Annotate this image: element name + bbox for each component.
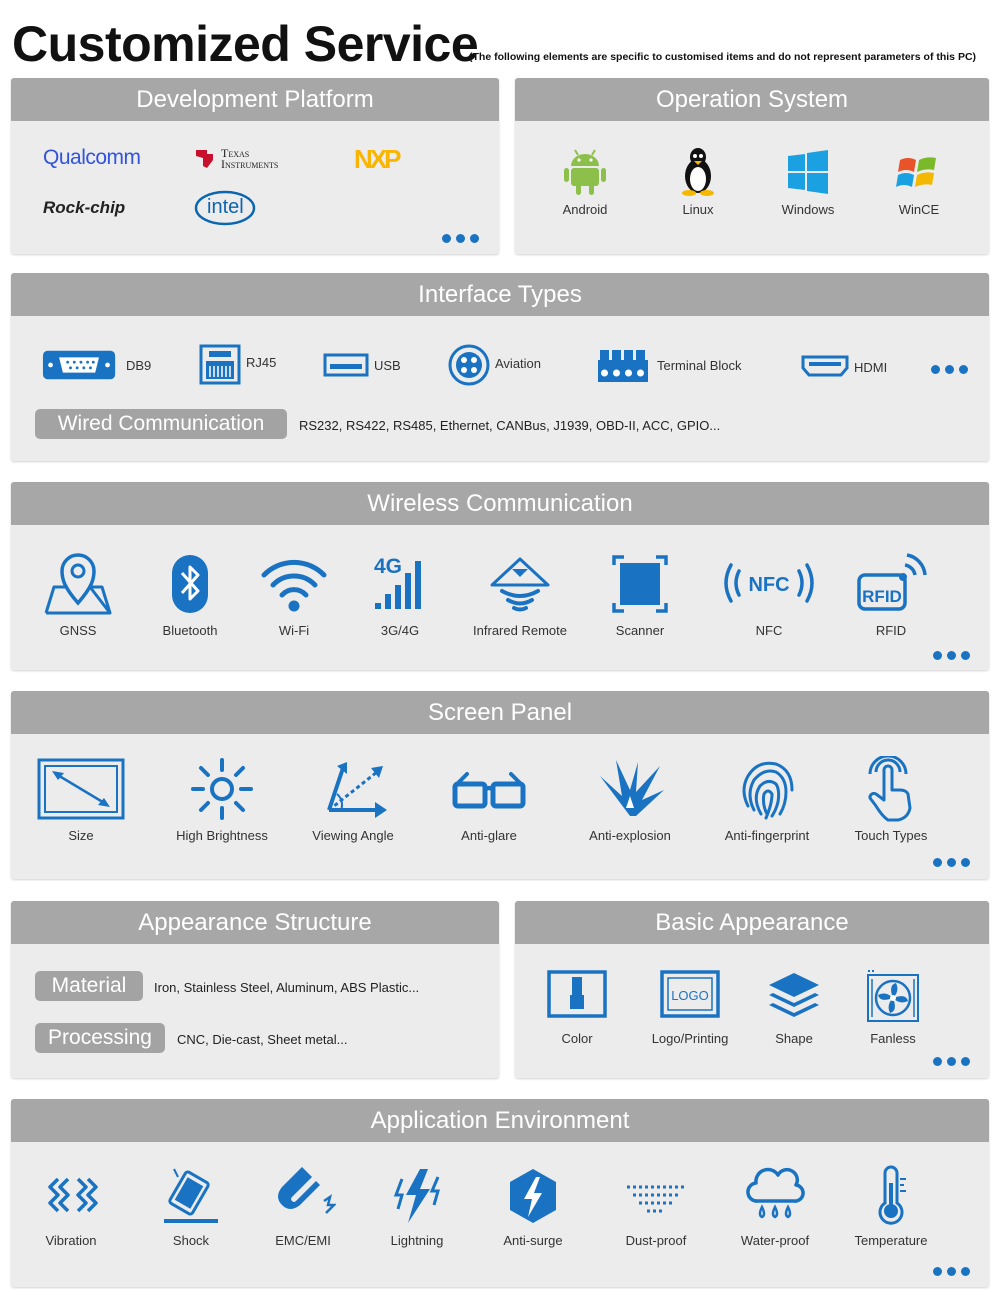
- environment-label: Vibration: [45, 1233, 97, 1248]
- processing-text: CNC, Die-cast, Sheet metal...: [177, 1032, 348, 1047]
- logo-print-icon: [659, 969, 721, 1025]
- scanner-icon: [602, 551, 678, 617]
- appearance-label: Fanless: [870, 1031, 916, 1046]
- material-text: Iron, Stainless Steel, Aluminum, ABS Plastic...: [154, 980, 420, 995]
- interface-item-usb: [323, 346, 423, 386]
- paint-brush-icon: [546, 969, 608, 1025]
- interface-label: HDMI: [854, 360, 888, 375]
- screen-item-anti-explosion: [570, 756, 690, 843]
- sun-icon: [189, 756, 255, 822]
- lightning-icon: [384, 1165, 450, 1227]
- os-item-linux: [638, 148, 758, 217]
- appearance-item-color: [517, 969, 637, 1046]
- environment-item-dust-proof: [596, 1165, 716, 1248]
- bluetooth-icon: [152, 551, 228, 617]
- screen-label: Size: [68, 828, 94, 843]
- wireless-label: GNSS: [59, 623, 97, 638]
- fan-icon: [862, 967, 924, 1025]
- interface-item-aviation: [448, 344, 568, 384]
- rockchip-logo: Rock-chip: [43, 198, 126, 217]
- db9-icon: [42, 346, 118, 384]
- rain-cloud-icon: [742, 1165, 808, 1227]
- layers-icon: [763, 969, 825, 1025]
- os-label: WinCE: [898, 202, 940, 217]
- environment-item-lightning: [357, 1165, 477, 1248]
- interface-item-hdmi: [801, 348, 911, 388]
- interface-label: DB9: [126, 358, 152, 373]
- wireless-item-bluetooth: [130, 551, 250, 638]
- appearance-label: Shape: [775, 1031, 813, 1046]
- fingerprint-icon: [734, 756, 800, 822]
- screen-label: Anti-explosion: [589, 828, 671, 843]
- wifi-icon: [256, 551, 332, 617]
- wireless-item-gnss: [18, 551, 138, 638]
- wired-communication-badge: Wired Communication: [35, 409, 287, 439]
- windows-icon: [785, 148, 831, 196]
- interface-types-title: Interface Types: [11, 273, 989, 316]
- environment-label: Anti-surge: [503, 1233, 563, 1248]
- os-label: Windows: [781, 202, 835, 217]
- environment-label: Lightning: [390, 1233, 444, 1248]
- environment-label: Shock: [172, 1233, 210, 1248]
- os-item-wince: [859, 148, 979, 217]
- interface-label: Terminal Block: [657, 358, 742, 373]
- surge-icon: [500, 1165, 566, 1227]
- intel-logo: intel: [193, 188, 257, 226]
- screen-label: Anti-fingerprint: [724, 828, 810, 843]
- environment-label: Dust-proof: [625, 1233, 687, 1248]
- wired-communication-text: RS232, RS422, RS485, Ethernet, CANBus, J1939, OBD-II, ACC, GPIO...: [299, 418, 721, 433]
- environment-item-water-proof: [715, 1165, 835, 1248]
- screen-item-anti-glare: [429, 756, 549, 843]
- screen-size-icon: [36, 756, 126, 822]
- more-dots: [442, 230, 486, 240]
- viewing-angle-icon: [315, 756, 391, 822]
- interface-types-panel: [11, 273, 989, 461]
- svg-text:RFID: RFID: [862, 587, 902, 606]
- wireless-item-scanner: [580, 551, 700, 638]
- os-item-windows: [748, 148, 868, 217]
- wireless-item-infrared: [460, 551, 580, 638]
- wireless-label: Scanner: [615, 623, 665, 638]
- qualcomm-logo: Qualcomm: [43, 146, 141, 169]
- signal-4g-icon: [362, 551, 438, 617]
- screen-label: High Brightness: [176, 828, 268, 843]
- more-dots: [933, 1263, 977, 1273]
- os-label: Android: [562, 202, 608, 217]
- interface-label: RJ45: [246, 355, 277, 370]
- environment-item-anti-surge: [473, 1165, 593, 1248]
- appearance-item-fanless: [833, 967, 953, 1046]
- wireless-item-wifi: [234, 551, 354, 638]
- screen-label: Anti-glare: [461, 828, 517, 843]
- wireless-item-rfid: [831, 551, 951, 638]
- appearance-item-logo-printing: [630, 969, 750, 1046]
- application-environment-panel: [11, 1099, 989, 1287]
- more-dots: [933, 647, 977, 657]
- environment-label: Water-proof: [740, 1233, 810, 1248]
- os-label: Linux: [682, 202, 714, 217]
- wireless-communication-panel: [11, 482, 989, 670]
- more-dots: [933, 1053, 977, 1063]
- environment-item-vibration: [11, 1165, 131, 1248]
- wireless-label: Bluetooth: [162, 623, 218, 638]
- android-icon: [562, 148, 608, 196]
- screen-label: Viewing Angle: [312, 828, 394, 843]
- thermometer-icon: [858, 1165, 924, 1227]
- usb-icon: [323, 346, 369, 384]
- rfid-icon: [853, 551, 929, 617]
- wireless-label: Wi-Fi: [278, 623, 310, 638]
- interface-label: Aviation: [495, 356, 542, 371]
- shock-icon: [158, 1165, 224, 1227]
- basic-appearance-title: Basic Appearance: [515, 901, 989, 944]
- interface-label: USB: [374, 358, 401, 373]
- gnss-icon: [40, 551, 116, 617]
- appearance-structure-title: Appearance Structure: [11, 901, 499, 944]
- vibration-icon: [38, 1165, 104, 1227]
- svg-text:NFC: NFC: [748, 574, 790, 596]
- environment-item-emc-emi: [243, 1165, 363, 1248]
- more-dots: [933, 854, 977, 864]
- appearance-label: Logo/Printing: [651, 1031, 729, 1046]
- wince-icon: [896, 148, 942, 196]
- wireless-label: 3G/4G: [380, 623, 420, 638]
- os-item-android: [525, 148, 645, 217]
- screen-item-viewing-angle: [293, 756, 413, 843]
- material-badge: Material: [35, 971, 143, 1001]
- basic-appearance-panel: [515, 901, 989, 1078]
- development-platform-panel: Development Platform Qualcomm Texas Instruments NXP Rock-chip intel: [11, 78, 499, 254]
- interface-item-terminal-block: [597, 346, 767, 386]
- wireless-label: NFC: [755, 623, 783, 638]
- screen-item-size: [21, 756, 141, 843]
- touch-hand-icon: [858, 756, 924, 822]
- processing-badge: Processing: [35, 1023, 165, 1053]
- wireless-label: Infrared Remote: [473, 623, 567, 638]
- ti-icon: [193, 146, 217, 170]
- page-subtitle: (The following elements are specific to customised items and do not represent parameters of this PC): [469, 51, 977, 63]
- page-title: Customized Service: [12, 16, 479, 72]
- svg-text:LOGO: LOGO: [671, 988, 709, 1003]
- aviation-connector-icon: [448, 344, 490, 386]
- environment-item-shock: [131, 1165, 251, 1248]
- environment-label: Temperature: [854, 1233, 928, 1248]
- operation-system-title: Operation System: [515, 78, 989, 121]
- nxp-logo: NXP: [354, 144, 399, 174]
- rj45-icon: [199, 343, 241, 385]
- interface-item-db9: [42, 346, 162, 386]
- interface-item-rj45: [199, 343, 299, 383]
- hdmi-icon: [801, 348, 849, 384]
- wireless-item-nfc: [709, 551, 829, 638]
- svg-text:4G: 4G: [374, 555, 403, 578]
- nfc-icon: [719, 551, 819, 617]
- wireless-communication-title: Wireless Communication: [11, 482, 989, 525]
- appearance-structure-panel: [11, 901, 499, 1078]
- appearance-label: Color: [561, 1031, 593, 1046]
- infrared-remote-icon: [482, 551, 558, 617]
- screen-panel-title: Screen Panel: [11, 691, 989, 734]
- environment-item-temperature: [831, 1165, 951, 1248]
- environment-label: EMC/EMI: [275, 1233, 331, 1248]
- application-environment-title: Application Environment: [11, 1099, 989, 1142]
- screen-item-anti-fingerprint: [707, 756, 827, 843]
- terminal-block-icon: [597, 346, 649, 384]
- development-platform-title: Development Platform: [11, 78, 499, 121]
- glasses-icon: [451, 756, 527, 822]
- screen-label: Touch Types: [854, 828, 928, 843]
- screen-item-high-brightness: [162, 756, 282, 843]
- more-dots: [931, 361, 975, 371]
- dust-icon: [623, 1165, 689, 1227]
- operation-system-panel: [515, 78, 989, 254]
- screen-item-touch-types: [831, 756, 951, 843]
- magnet-icon: [270, 1165, 336, 1227]
- wireless-label: RFID: [875, 623, 907, 638]
- wireless-item-3g4g: [340, 551, 460, 638]
- explosion-icon: [592, 756, 668, 822]
- screen-panel-panel: [11, 691, 989, 879]
- linux-icon: [675, 148, 721, 196]
